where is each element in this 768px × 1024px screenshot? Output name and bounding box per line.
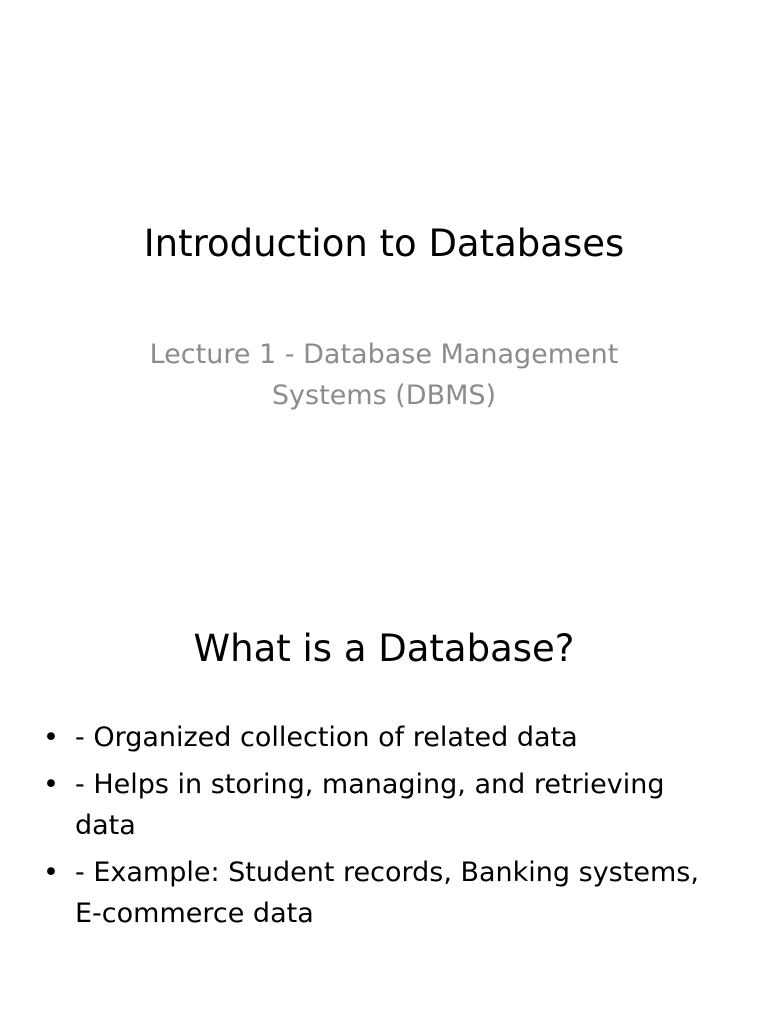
bullet-icon: • xyxy=(43,722,59,753)
bullet-list xyxy=(38,717,728,940)
content-slide xyxy=(0,512,768,1024)
bullet-text: - Example: Student records, Banking systems, E-commerce data xyxy=(75,857,699,929)
bullet-icon: • xyxy=(43,769,59,800)
slide-subtitle: Lecture 1 - Database Management Systems (DBMS) xyxy=(149,339,619,411)
bullet-item xyxy=(38,852,728,934)
bullet-text: - Organized collection of related data xyxy=(75,722,578,753)
slide-title: Introduction to Databases xyxy=(143,222,625,265)
bullet-icon: • xyxy=(43,857,59,888)
bullet-item xyxy=(38,764,728,846)
slide-title: What is a Database? xyxy=(193,627,575,670)
bullet-item xyxy=(38,717,728,758)
bullet-text: - Helps in storing, managing, and retrieving data xyxy=(75,769,665,841)
